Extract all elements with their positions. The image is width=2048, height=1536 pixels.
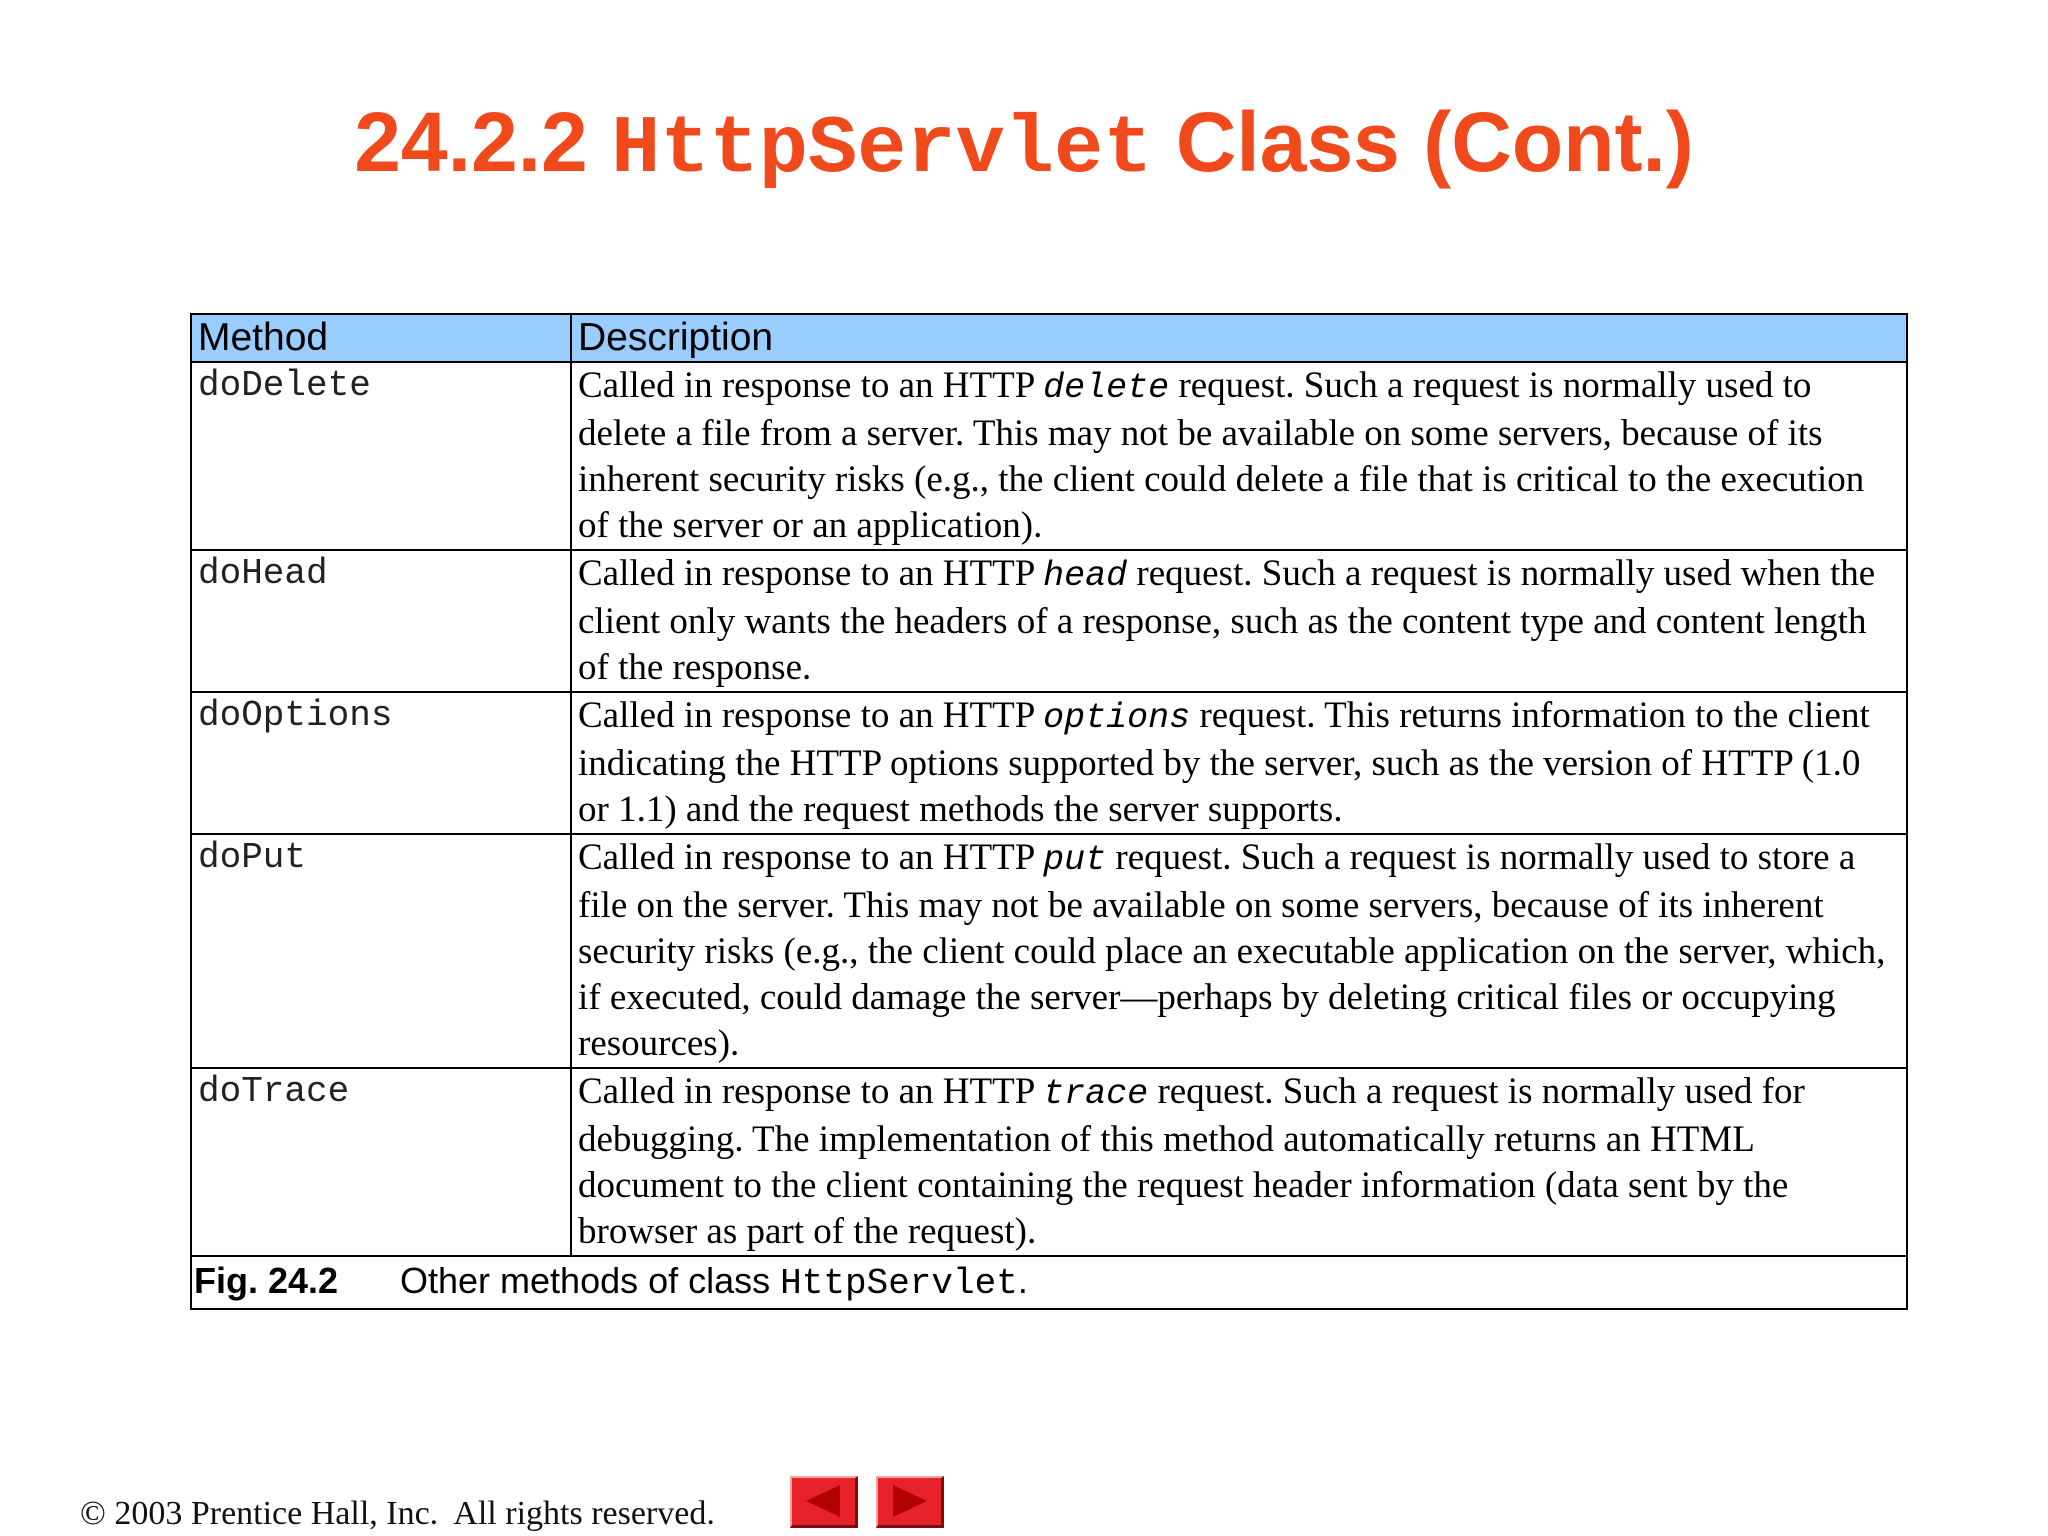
- table-row: [191, 834, 1907, 1068]
- desc-text: request. Such a request is normally used for debugging. The implementation of this method automatically returns an HTML document to the client containing the request header information (data sent by the browser as part of the request).: [578, 1071, 1805, 1252]
- table-row: [191, 1068, 1907, 1256]
- desc-text: request. Such a request is normally used to delete a file from a server. This may not be available on some servers, because of its inherent security risks (e.g., the client could delete a file that is critical to the execution of the server or an application).: [578, 365, 1865, 546]
- figure-caption-row: [191, 1256, 1907, 1309]
- figure-caption: [191, 1256, 1907, 1309]
- desc-text: request. Such a request is normally used when the client only wants the headers of a response, such as the content type and content length of the response.: [578, 553, 1876, 688]
- table-row: [191, 362, 1907, 550]
- next-slide-button[interactable]: [876, 1476, 944, 1528]
- copyright-notice: © 2003 Prentice Hall, Inc. All rights reserved.: [80, 1495, 715, 1532]
- method-description: [571, 692, 1907, 834]
- title-prefix: 24.2.2: [354, 95, 612, 189]
- desc-text: request. Such a request is normally used to store a file on the server. This may not be available on some servers, because of its inherent security risks (e.g., the client could place an executable application on the server, which, if executed, could damage the server—perhaps by deleting critical files or occupying resources).: [578, 837, 1886, 1064]
- caption-text: Other methods of class: [400, 1260, 781, 1301]
- slide-title: [0, 92, 2048, 200]
- previous-slide-button[interactable]: [790, 1476, 858, 1528]
- table-row: [191, 692, 1907, 834]
- desc-text: Called in response to an HTTP: [578, 365, 1044, 406]
- desc-text: request. This returns information to the client indicating the HTTP options supported by the server, such as the version of HTTP (1.0 or 1.1) and the request methods the server supports.: [578, 695, 1870, 830]
- title-class-name: HttpServlet: [611, 103, 1153, 196]
- method-description: [571, 362, 1907, 550]
- method-name: doDelete: [191, 362, 571, 550]
- header-method: Method: [191, 314, 571, 362]
- method-description: [571, 1068, 1907, 1256]
- table-header-row: [191, 314, 1907, 362]
- desc-text: Called in response to an HTTP: [578, 1071, 1044, 1112]
- desc-text: Called in response to an HTTP: [578, 553, 1044, 594]
- method-name: doOptions: [191, 692, 571, 834]
- desc-code: trace: [1043, 1074, 1149, 1114]
- method-name: doTrace: [191, 1068, 571, 1256]
- title-suffix: Class (Cont.): [1152, 95, 1694, 189]
- caption-code: HttpServlet: [780, 1263, 1018, 1304]
- figure-label: Fig. 24.2: [194, 1260, 339, 1301]
- desc-text: Called in response to an HTTP: [578, 837, 1044, 878]
- method-description: [571, 834, 1907, 1068]
- method-description: [571, 550, 1907, 692]
- desc-code: delete: [1043, 368, 1170, 408]
- left-triangle-icon: [792, 1478, 855, 1525]
- desc-code: head: [1043, 556, 1128, 596]
- desc-code: options: [1043, 698, 1191, 738]
- methods-table: [190, 313, 1908, 1310]
- table-row: [191, 550, 1907, 692]
- method-name: doHead: [191, 550, 571, 692]
- desc-text: Called in response to an HTTP: [578, 695, 1044, 736]
- method-name: doPut: [191, 834, 571, 1068]
- right-triangle-icon: [878, 1478, 941, 1525]
- desc-code: put: [1043, 840, 1107, 880]
- caption-end: .: [1017, 1260, 1028, 1301]
- header-description: Description: [571, 314, 1907, 362]
